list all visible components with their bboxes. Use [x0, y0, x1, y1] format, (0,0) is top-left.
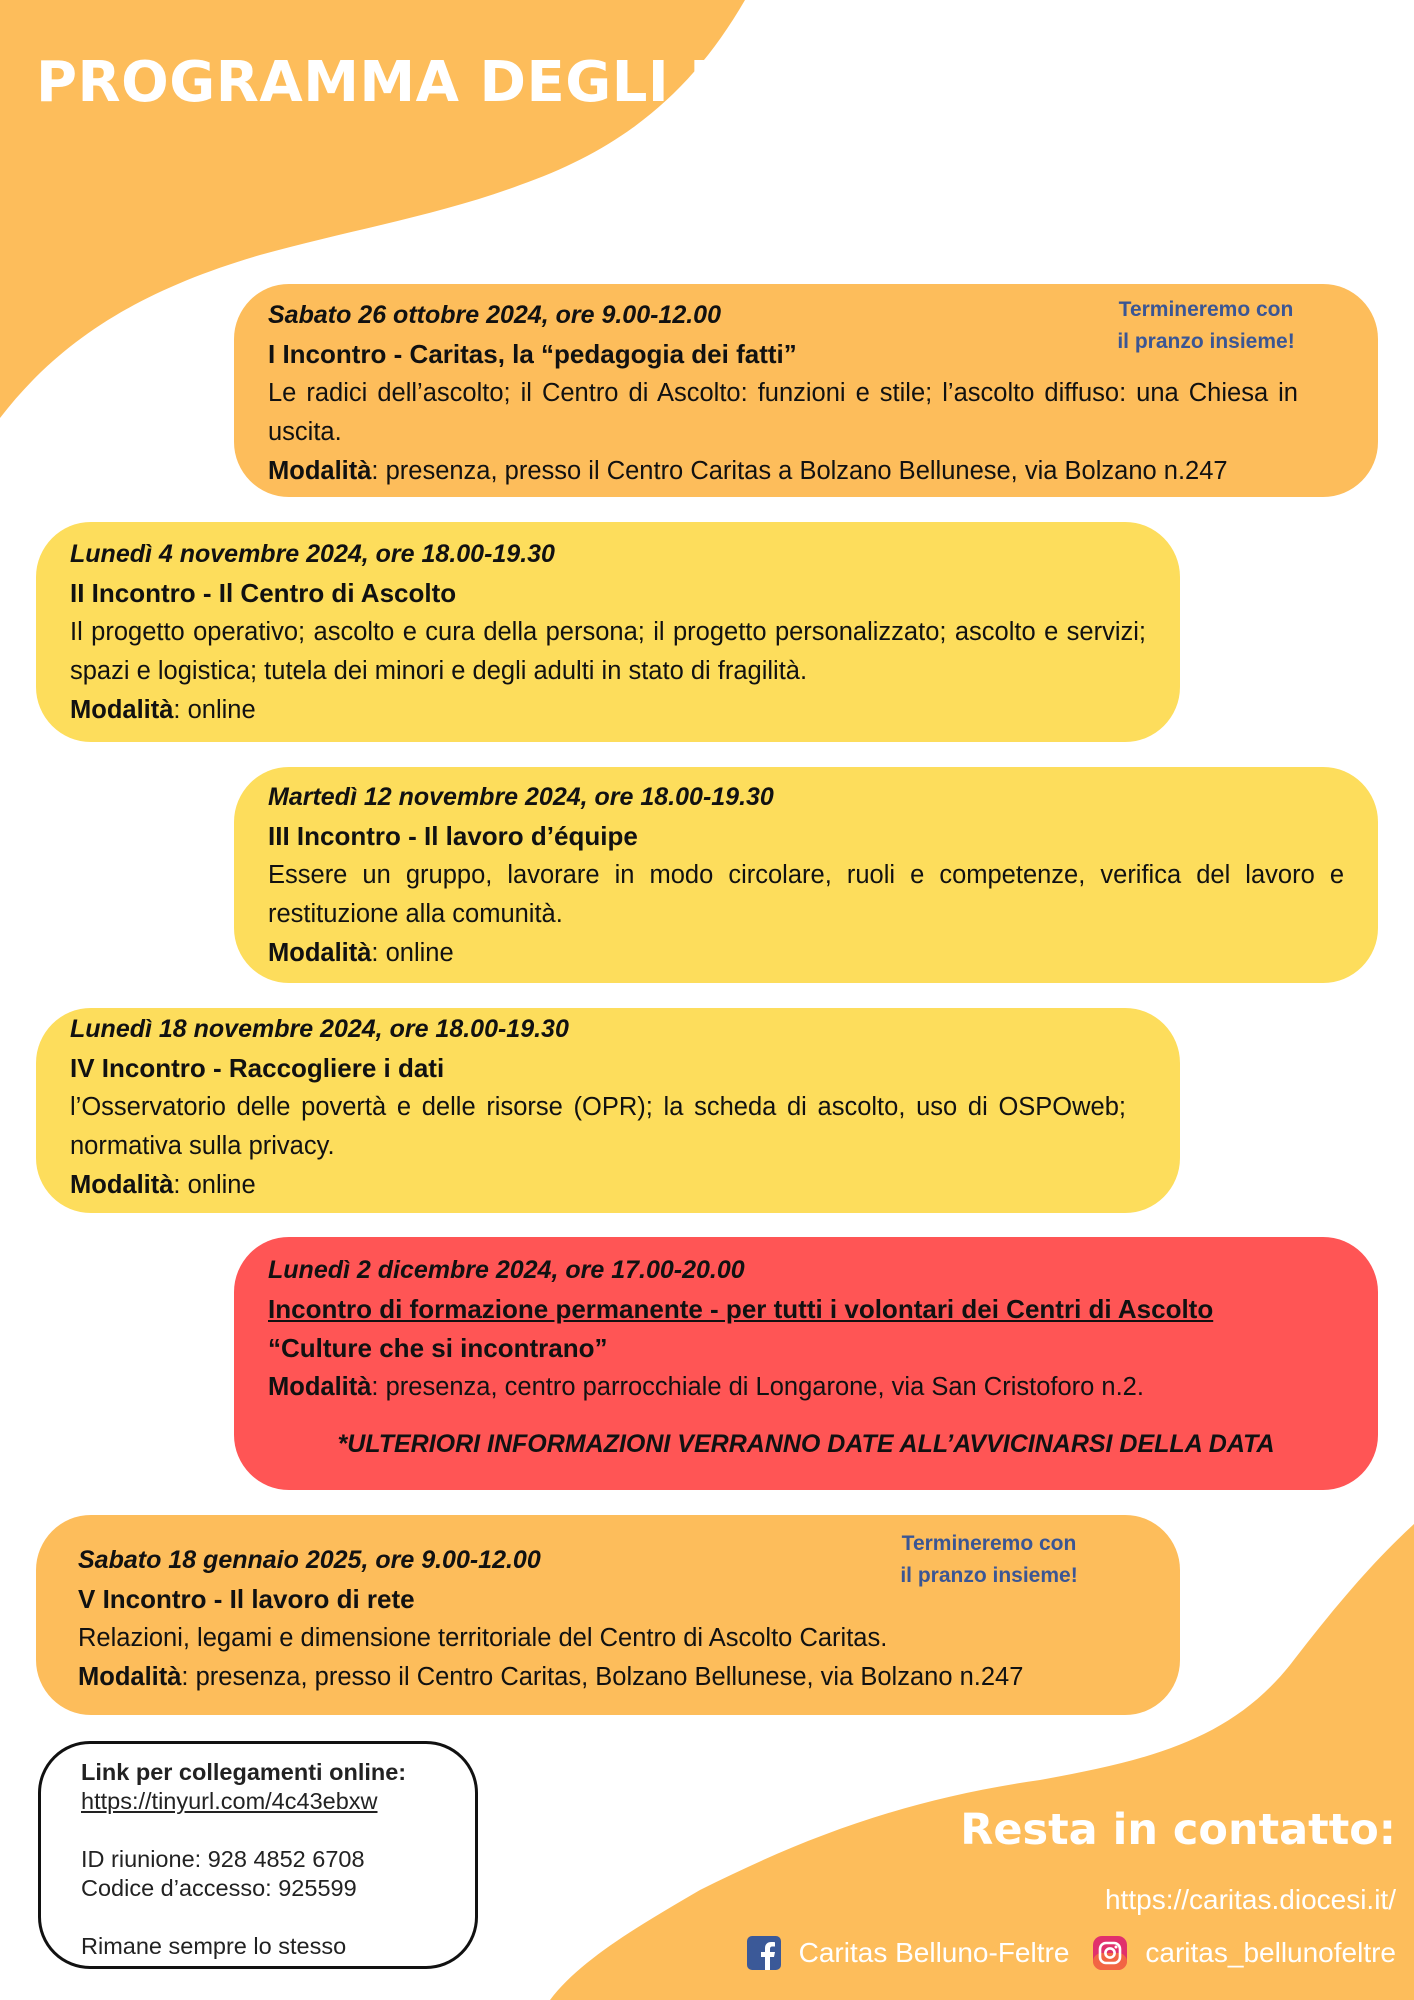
- online-link-label: Link per collegamenti online:: [81, 1759, 407, 1785]
- instagram-link[interactable]: caritas_bellunofeltre: [1145, 1937, 1396, 1968]
- meeting-description: Le radici dell’ascolto; il Centro di Ascolto: funzioni e stile; l’ascolto diffuso: una Chiesa in uscita.: [268, 379, 1298, 446]
- meeting-mode: Modalità: presenza, presso il Centro Caritas a Bolzano Bellunese, via Bolzano n.247: [268, 457, 1228, 485]
- contact-title: Resta in contatto:: [960, 1805, 1396, 1855]
- facebook-icon[interactable]: [747, 1936, 781, 1970]
- instagram-icon[interactable]: [1093, 1936, 1127, 1970]
- meeting-mode: Modalità: online: [70, 696, 256, 724]
- lunch-note: Termineremo con il pranzo insieme!: [900, 1532, 1078, 1587]
- meeting-description: Relazioni, legami e dimensione territoriale del Centro di Ascolto Caritas.: [78, 1624, 888, 1652]
- meeting-card-4: [36, 1008, 1180, 1213]
- online-info-box: [38, 1741, 478, 1969]
- meeting-title: IV Incontro - Raccogliere i dati: [70, 1053, 445, 1083]
- meeting-title: III Incontro - Il lavoro d’équipe: [268, 821, 638, 851]
- meeting-mode: Modalità: online: [268, 939, 454, 967]
- social-links: [747, 1935, 1396, 1971]
- meeting-mode: Modalità: presenza, presso il Centro Caritas, Bolzano Bellunese, via Bolzano n.247: [78, 1663, 1024, 1691]
- online-link[interactable]: https://tinyurl.com/4c43ebxw: [81, 1788, 378, 1814]
- lunch-note: Termineremo con il pranzo insieme!: [1117, 298, 1295, 353]
- meeting-id: ID riunione: 928 4852 6708: [81, 1846, 365, 1872]
- meeting-card-1: [234, 284, 1378, 497]
- meeting-card-3: [234, 767, 1378, 983]
- meeting-description: Essere un gruppo, lavorare in modo circolare, ruoli e competenze, verifica del lavoro e restituzione alla comunità.: [268, 861, 1344, 928]
- meeting-mode: Modalità: presenza, centro parrocchiale di Longarone, via San Cristoforo n.2.: [268, 1373, 1144, 1401]
- meeting-title: II Incontro - Il Centro di Ascolto: [70, 578, 457, 608]
- meeting-card-2: [36, 522, 1180, 742]
- meeting-title: V Incontro - Il lavoro di rete: [78, 1584, 415, 1614]
- meeting-date: Lunedì 4 novembre 2024, ore 18.00-19.30: [70, 540, 555, 568]
- page-title: PROGRAMMA DEGLI INCONTRI:: [36, 50, 1022, 115]
- meeting-card-6: [36, 1515, 1180, 1715]
- meeting-card-5: [234, 1237, 1378, 1490]
- meeting-title: Incontro di formazione permanente - per tutti i volontari dei Centri di Ascolto: [268, 1294, 1214, 1324]
- online-note: Rimane sempre lo stesso: [81, 1933, 347, 1959]
- meeting-date: Lunedì 18 novembre 2024, ore 18.00-19.30: [70, 1015, 569, 1043]
- facebook-link[interactable]: Caritas Belluno-Feltre: [798, 1937, 1070, 1968]
- info-notice: *ULTERIORI INFORMAZIONI VERRANNO DATE ALL’AVVICINARSI DELLA DATA: [337, 1430, 1275, 1458]
- meeting-date: Lunedì 2 dicembre 2024, ore 17.00-20.00: [268, 1256, 745, 1284]
- meeting-description: l’Osservatorio delle povertà e delle risorse (OPR); la scheda di ascolto, uso di OSPOweb; normativa sulla privacy.: [70, 1093, 1126, 1160]
- meeting-date: Sabato 18 gennaio 2025, ore 9.00-12.00: [78, 1546, 541, 1574]
- meeting-subtitle: “Culture che si incontrano”: [268, 1333, 608, 1363]
- meeting-mode: Modalità: online: [70, 1171, 256, 1199]
- meeting-date: Martedì 12 novembre 2024, ore 18.00-19.30: [268, 783, 774, 811]
- meeting-description: Il progetto operativo; ascolto e cura della persona; il progetto personalizzato; ascolto e servizi; spazi e logistica; tutela dei minori e degli adulti in stato di fragilità.: [70, 618, 1146, 685]
- meeting-title: I Incontro - Caritas, la “pedagogia dei fatti”: [268, 339, 797, 369]
- meeting-date: Sabato 26 ottobre 2024, ore 9.00-12.00: [268, 301, 721, 329]
- website-link[interactable]: https://caritas.diocesi.it/: [1104, 1884, 1396, 1915]
- access-code: Codice d’accesso: 925599: [81, 1875, 357, 1901]
